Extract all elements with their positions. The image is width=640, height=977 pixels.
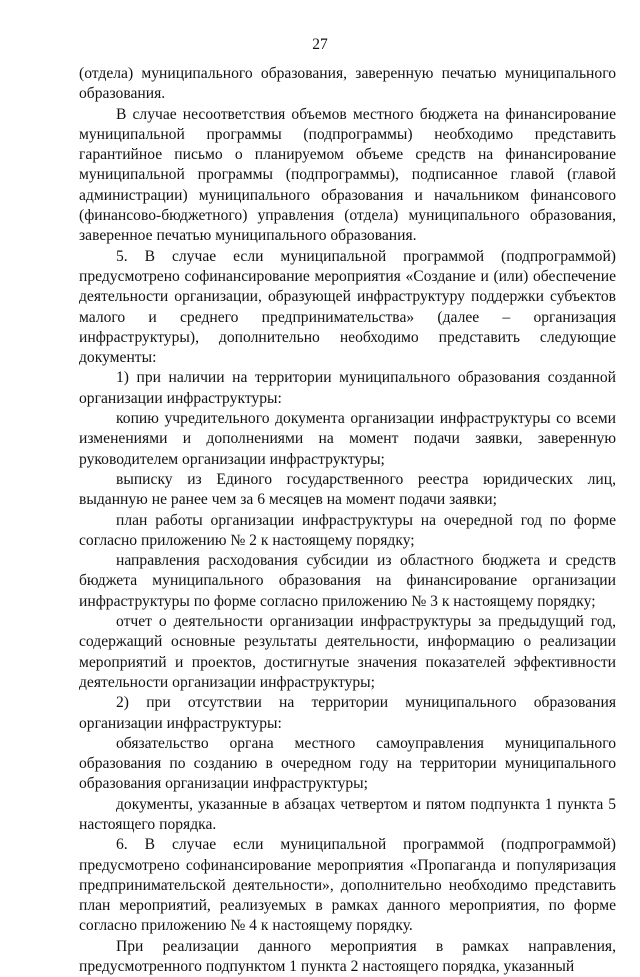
paragraph: копию учредительного документа организации инфраструктуры со всеми изменениями и дополнениями на момент подачи заявки, заверенную руководителем организации инфраструктуры; [79, 410, 616, 468]
paragraph: (отдела) муниципального образования, заверенную печатью муниципального образования. [79, 65, 616, 103]
paragraph: В случае несоответствия объемов местного бюджета на финансирование муниципальной программы (подпрограммы) необходимо представить гарантийное письмо о планируемом объеме средств на финансирование муниципальной программы (подпрограммы), подписанное главой (главой администрации) муниципального образования и начальником финансового (финансово-бюджетного) управления (отдела) муниципального образования, заверенное печатью муниципального образования. [79, 105, 616, 245]
paragraph: 2) при отсутствии на территории муниципального образования организации инфраструктуры: [79, 694, 616, 732]
paragraph: план работы организации инфраструктуры на очередной год по форме согласно приложению № 2 к настоящему порядку; [79, 511, 616, 549]
paragraph: направления расходования субсидии из областного бюджета и средств бюджета муниципального образования на финансирование организации инфраструктуры по форме согласно приложению № 3 к настоящему порядку; [79, 552, 616, 610]
paragraph: 5. В случае если муниципальной программой (подпрограммой) предусмотрено софинансирование мероприятия «Создание и (или) обеспечение деятельности организации, образующей инфраструктуру поддержки субъектов малого и среднего предпринимательства» (далее – организация инфраструктуры), дополнительно необходимо представить следующие документы: [79, 247, 616, 367]
document-body [79, 64, 616, 977]
paragraph: обязательство органа местного самоуправления муниципального образования по созданию в очередном году на территории муниципального образования организации инфраструктуры; [79, 734, 616, 793]
paragraph: документы, указанные в абзацах четвертом и пятом подпункта 1 пункта 5 настоящего порядка. [79, 795, 616, 833]
paragraph: 1) при наличии на территории муниципального образования созданной организации инфраструктуры: [79, 369, 616, 407]
paragraph: При реализации данного мероприятия в рамках направления, предусмотренного подпунктом 1 пункта 2 настоящего порядка, указанный [79, 937, 616, 976]
paragraph: 6. В случае если муниципальной программой (подпрограммой) предусмотрено софинансирование мероприятия «Пропаганда и популяризация предпринимательской деятельности», дополнительно необходимо представить план мероприятий, реализуемых в рамках данного мероприятия, по форме согласно приложению № 4 к настоящему порядку. [79, 836, 616, 935]
page-number: 27 [312, 36, 328, 53]
paragraph: отчет о деятельности организации инфраструктуры за предыдущий год, содержащий основные результаты деятельности, информацию о реализации мероприятий и проектов, достигнутые значения показателей эффективности деятельности организации инфраструктуры; [79, 613, 616, 691]
paragraph: выписку из Единого государственного реестра юридических лиц, выданную не ранее чем за 6 месяцев на момент подачи заявки; [79, 470, 616, 509]
